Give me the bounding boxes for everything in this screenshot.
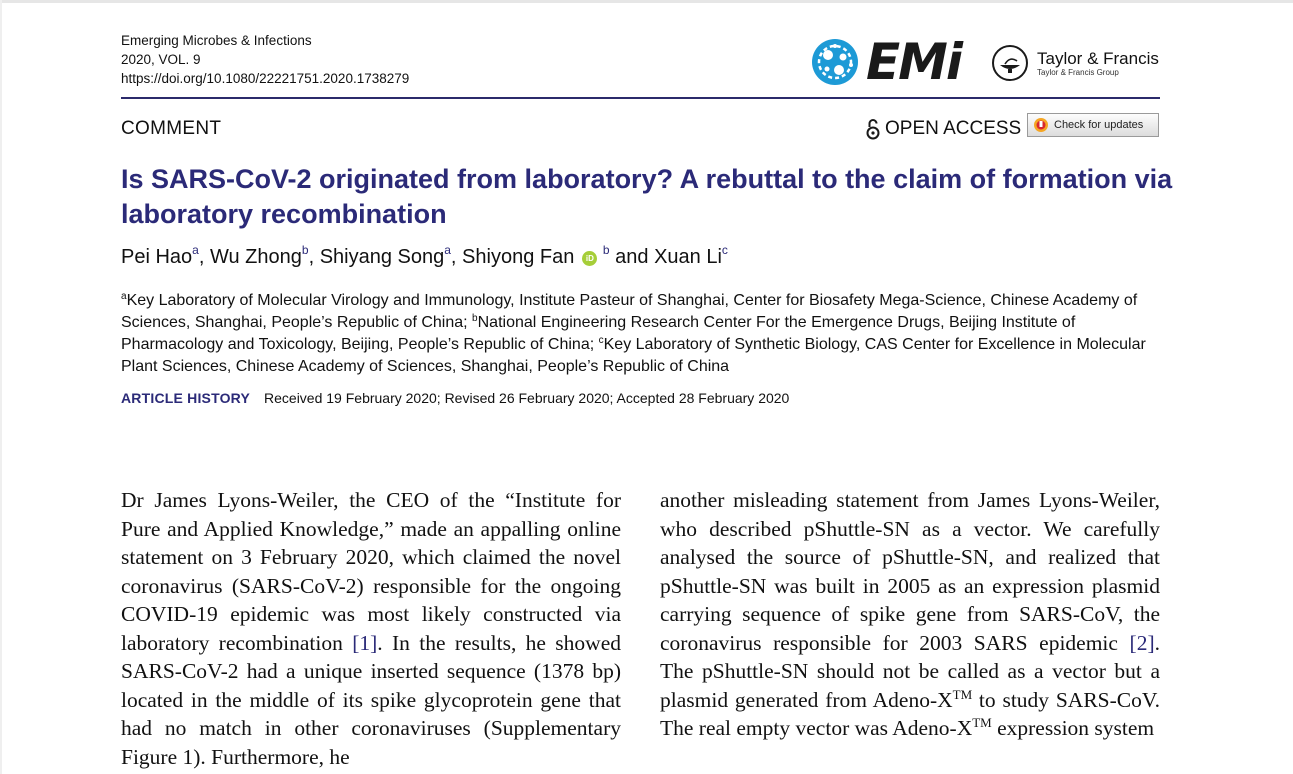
orcid-icon[interactable]: iD (582, 251, 597, 266)
body-text: to study SARS-CoV. The real empty vector was Adeno-X (660, 687, 1160, 740)
citation-link[interactable]: [1] (352, 630, 378, 655)
author-affiliation-marker: c (721, 243, 728, 257)
affiliation-marker: a (121, 291, 127, 302)
citation-link[interactable]: [2] (1129, 630, 1155, 655)
affiliation-text: Key Laboratory of Molecular Virology and Immunology, Institute Pasteur of Shanghai, Center for Biosafety Mega-Science, Chinese Academy of Sciences, Shanghai, People’s Republic of China; (121, 292, 1138, 331)
author-list: Pei Hao$^a$, Wu Zhong$^b$, Shiyang Song$^a$, Shiyong Fan iD $^b$ and Xuan Li$^c$ (121, 243, 728, 268)
author-name[interactable]: Xuan Li (654, 246, 722, 268)
page-top-edge (0, 0, 1293, 3)
body-text: . In the results, he showed SARS-CoV-2 had a unique inserted sequence (1378 bp) located in the middle of its spike glycoprotein gene that had no match in other coronaviruses (Supplementary Figure 1). Furthermore, he (121, 630, 621, 769)
journal-info (121, 31, 409, 88)
publisher-name: Taylor & Francis (1037, 48, 1159, 68)
author-name[interactable]: Shiyong Fan (462, 246, 575, 268)
trademark-superscript: TM (972, 715, 992, 730)
body-text: another misleading statement from James Lyons-Weiler, who described pShuttle-SN as a vector. We carefully analysed the source of pShuttle-SN, and realized that pShuttle-SN was built in 2005 as an expression plasmid carrying sequence of spike gene from SARS-CoV, the coronavirus responsible for 2003 SARS epidemic (660, 488, 1160, 655)
doi-link[interactable]: https://doi.org/10.1080/22221751.2020.1738279 (121, 71, 410, 86)
affiliation-marker: c (598, 335, 604, 346)
article-history (121, 390, 789, 406)
emi-globe-icon (810, 37, 860, 87)
journal-volume: 2020, VOL. 9 (121, 52, 201, 67)
article-title: Is SARS-CoV-2 originated from laboratory? A rebuttal to the claim of formation via laboratory recombination (121, 164, 1173, 229)
author-name[interactable]: Wu Zhong (209, 246, 302, 268)
article-history-label: ARTICLE HISTORY (121, 390, 251, 406)
affiliation-text: Key Laboratory of Synthetic Biology, CAS Center for Excellence in Molecular Plant Sciences, Chinese Academy of Sciences, Shanghai, People’s Republic of China (121, 336, 1146, 375)
header-rule (121, 97, 1160, 99)
body-column-left (121, 486, 621, 771)
check-updates-icon (1033, 117, 1049, 133)
affiliations (121, 290, 1166, 378)
affiliation-marker: b (472, 313, 478, 324)
author-affiliation-marker: a (444, 243, 451, 257)
author-affiliation-marker: a (192, 243, 199, 257)
body-text: Dr James Lyons-Weiler, the CEO of the “Institute for Pure and Applied Knowledge,” made an appalling online statement on 3 February 2020, which claimed the novel coronavirus (SARS-CoV-2) responsible for the ongoing COVID-19 epidemic was most likely constructed via laboratory recombination (121, 488, 621, 655)
open-access-badge (866, 118, 1021, 140)
open-lock-icon (866, 118, 880, 140)
check-updates-label: Check for updates (1054, 119, 1144, 131)
body-text: . The pShuttle-SN should not be called as a vector but a plasmid generated from Adeno-X (660, 630, 1160, 712)
author-affiliation-marker: b (602, 243, 610, 257)
page-left-edge (0, 0, 2, 774)
section-label: COMMENT (121, 118, 222, 139)
author-name[interactable]: Pei Hao (121, 246, 193, 268)
journal-name: Emerging Microbes & Infections (121, 33, 312, 48)
check-for-updates-button[interactable] (1027, 113, 1159, 137)
author-name[interactable]: Shiyang Song (319, 246, 445, 268)
trademark-superscript: TM (952, 686, 973, 702)
author-affiliation-marker: b (301, 243, 309, 257)
open-access-label: OPEN ACCESS (885, 118, 1022, 139)
publisher-group: Taylor & Francis Group (1037, 67, 1119, 77)
taylor-francis-logo (991, 44, 1159, 82)
emi-logo (810, 33, 962, 91)
emi-logo-text: EMi (866, 33, 962, 91)
publisher-lamp-icon (991, 44, 1029, 82)
article-history-dates: Received 19 February 2020; Revised 26 February 2020; Accepted 28 February 2020 (264, 390, 790, 406)
body-text: expression system (991, 716, 1155, 740)
body-column-right (660, 486, 1160, 743)
affiliation-text: National Engineering Research Center For the Emergence Drugs, Beijing Institute of Pharmacology and Toxicology, Beijing, People’s Republic of China; (121, 314, 1076, 353)
